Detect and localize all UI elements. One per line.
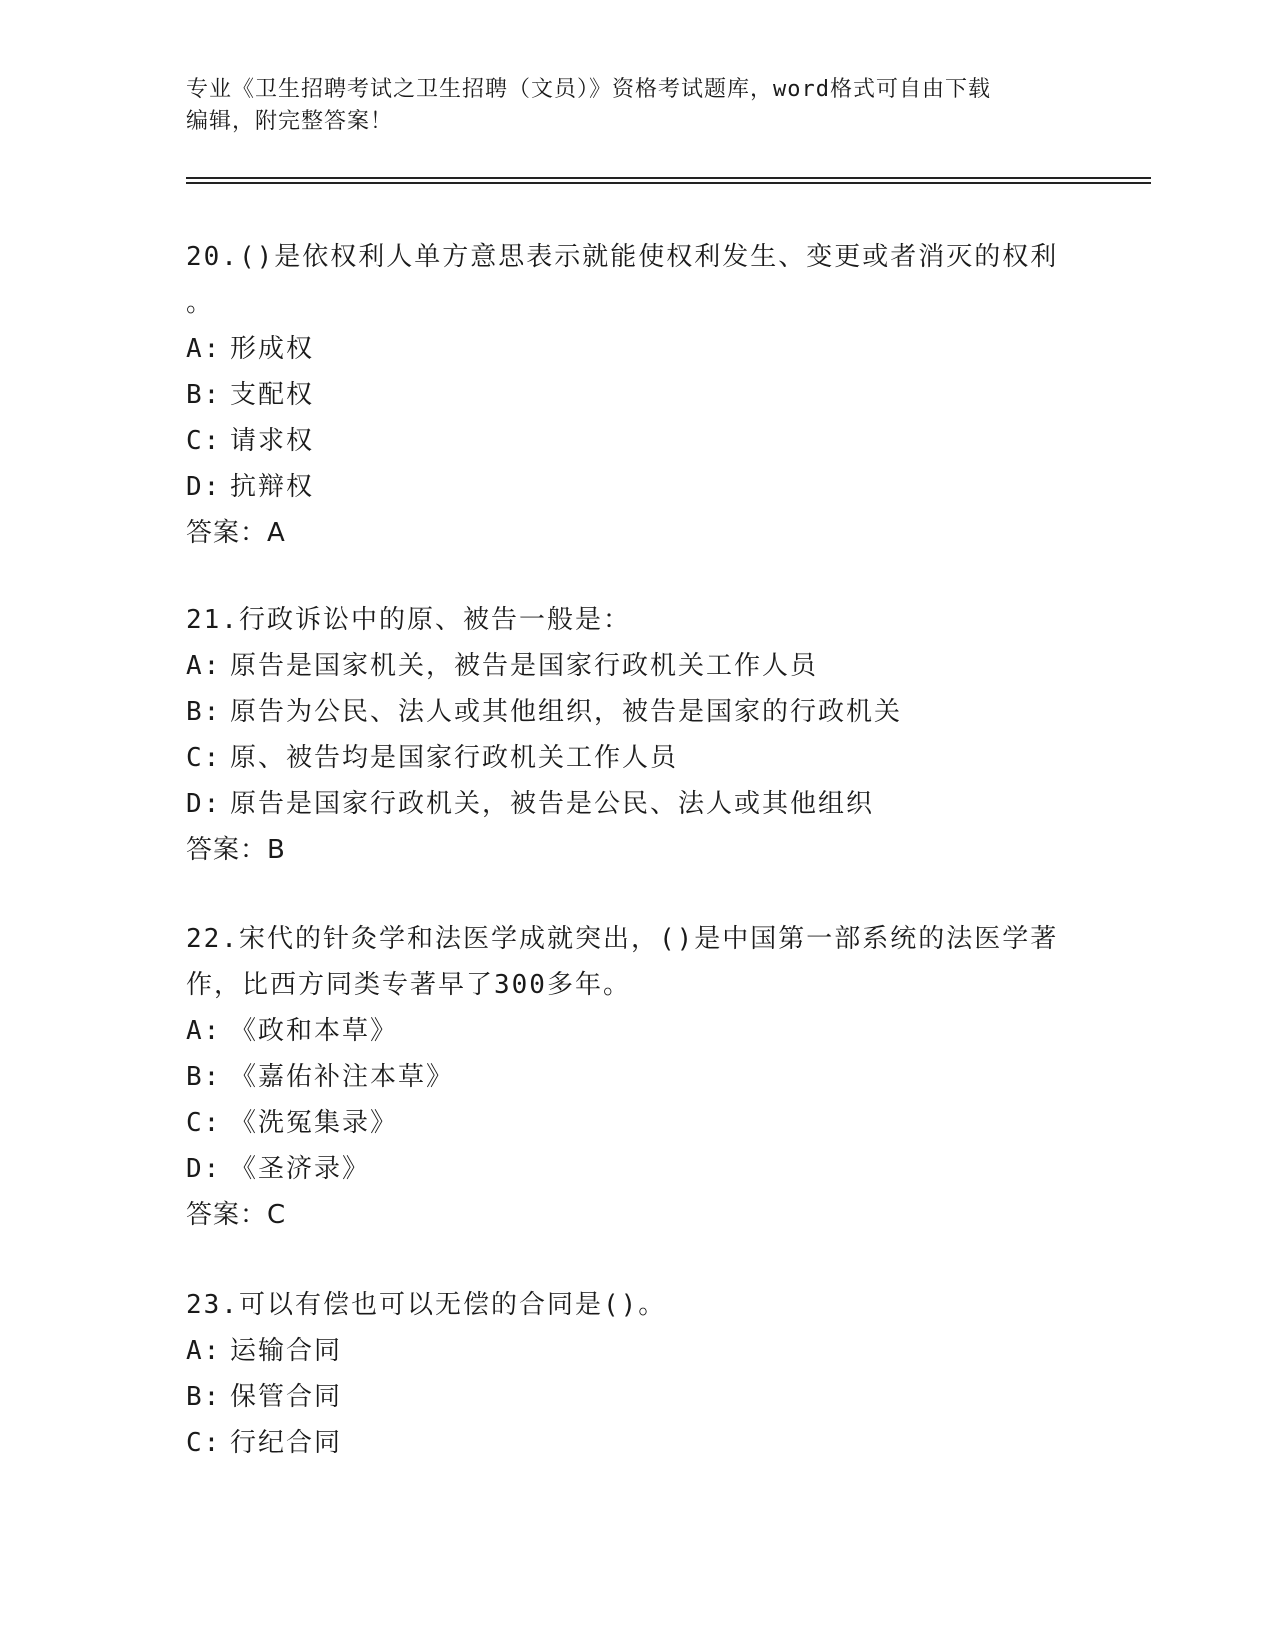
question-23 <box>186 1282 1086 1466</box>
option-key: B: <box>186 1382 222 1412</box>
option-text: 《嘉佑补注本草》 <box>230 1062 455 1092</box>
option-a <box>186 643 1086 689</box>
answer-label: 答案：C <box>186 1200 287 1230</box>
option-text: 行纪合同 <box>230 1428 343 1458</box>
option-key: B: <box>186 380 222 410</box>
question-20 <box>186 234 1086 556</box>
option-key: A: <box>186 334 222 364</box>
option-key: C: <box>186 743 222 773</box>
option-key: C: <box>186 1428 222 1458</box>
option-text: 《政和本草》 <box>230 1016 399 1046</box>
header-line-2: 编辑，附完整答案！ <box>186 109 394 134</box>
option-key: C: <box>186 426 222 456</box>
option-a <box>186 1328 1086 1374</box>
option-key: A: <box>186 1016 222 1046</box>
question-stem-line-2: 。 <box>186 288 215 318</box>
option-b <box>186 1374 1086 1420</box>
header-line-1: 专业《卫生招聘考试之卫生招聘（文员）》资格考试题库，word格式可自由下载 <box>186 77 991 102</box>
option-text: 原告是国家机关，被告是国家行政机关工作人员 <box>230 651 819 681</box>
question-stem-line-1: 20.()是依权利人单方意思表示就能使权利发生、变更或者消灭的权利 <box>186 242 1059 272</box>
option-text: 请求权 <box>230 426 315 456</box>
option-text: 《洗冤集录》 <box>230 1108 399 1138</box>
option-text: 《圣济录》 <box>230 1154 371 1184</box>
option-key: D: <box>186 789 222 819</box>
question-stem-line-1: 22.宋代的针灸学和法医学成就突出，()是中国第一部系统的法医学著 <box>186 924 1059 954</box>
option-c <box>186 1100 1086 1146</box>
option-text: 原告是国家行政机关，被告是公民、法人或其他组织 <box>230 789 875 819</box>
option-d <box>186 464 1086 510</box>
question-22 <box>186 916 1086 1238</box>
answer-label: 答案：A <box>186 518 286 548</box>
option-key: A: <box>186 1336 222 1366</box>
option-text: 运输合同 <box>230 1336 343 1366</box>
question-stem-line-2: 作，比西方同类专著早了300多年。 <box>186 970 631 1000</box>
option-key: D: <box>186 472 222 502</box>
option-b <box>186 372 1086 418</box>
header-rule-top <box>186 177 1151 179</box>
option-text: 原、被告均是国家行政机关工作人员 <box>230 743 679 773</box>
option-key: D: <box>186 1154 222 1184</box>
option-c <box>186 418 1086 464</box>
option-a <box>186 1008 1086 1054</box>
option-text: 保管合同 <box>230 1382 343 1412</box>
option-b <box>186 1054 1086 1100</box>
answer-label: 答案：B <box>186 835 286 865</box>
question-21 <box>186 597 1086 873</box>
option-key: B: <box>186 697 222 727</box>
option-key: C: <box>186 1108 222 1138</box>
option-c <box>186 735 1086 781</box>
option-key: B: <box>186 1062 222 1092</box>
option-text: 原告为公民、法人或其他组织，被告是国家的行政机关 <box>230 697 903 727</box>
question-stem-line-1: 23.可以有偿也可以无偿的合同是()。 <box>186 1290 667 1320</box>
header-rule-bottom <box>186 182 1151 184</box>
option-d <box>186 781 1086 827</box>
question-stem-line-1: 21.行政诉讼中的原、被告一般是： <box>186 605 631 635</box>
option-b <box>186 689 1086 735</box>
document-header <box>186 74 1086 138</box>
option-c <box>186 1420 1086 1466</box>
option-a <box>186 326 1086 372</box>
option-key: A: <box>186 651 222 681</box>
option-text: 形成权 <box>230 334 315 364</box>
option-d <box>186 1146 1086 1192</box>
option-text: 支配权 <box>230 380 315 410</box>
option-text: 抗辩权 <box>230 472 315 502</box>
